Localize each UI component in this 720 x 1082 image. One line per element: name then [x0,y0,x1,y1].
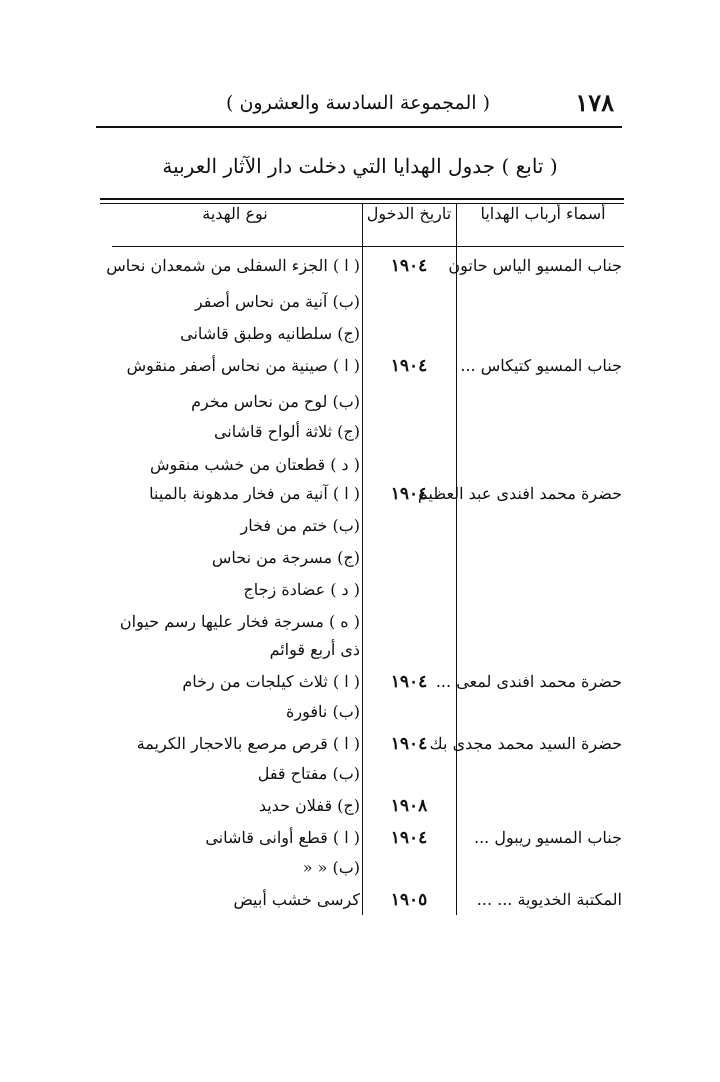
running-head: ( المجموعة السادسة والعشرون ) [226,92,490,114]
entry-date: ١٩٠٤ [390,734,428,754]
donor-name: جناب المسيو كتيكاس ... [460,356,622,375]
donor-name: جناب المسيو ريبول ... [473,828,622,847]
column-head-gift: نوع الهدية [202,204,268,223]
gift-description: (ب) نافورة [286,702,360,721]
gift-description: (ب) « « [302,858,360,877]
gift-description: (ب) آنية من نحاس أصفر [194,292,360,311]
gift-description: (ب) ختم من فخار [240,516,360,535]
entry-date: ١٩٠٥ [390,890,428,910]
gift-description: ( ا ) ثلاث كيلجات من رخام [182,672,360,691]
entry-date: ١٩٠٤ [390,828,428,848]
gift-description: ( ا ) قطع أوانى قاشانى [205,828,360,847]
donor-name: جناب المسيو الياس حاتون [448,256,622,275]
donor-name: حضرة محمد افندى عبد العظيم [417,484,622,503]
column-head-rule [112,246,624,247]
gift-description: ذى أربع قوائم [269,640,360,659]
entry-date: ١٩٠٤ [390,356,428,376]
column-head-names: أسماء أرباب الهدايا [480,204,606,223]
header-rule [96,126,622,128]
gift-description: ( ه ) مسرجة فخار عليها رسم حيوان [119,612,360,631]
entry-date: ١٩٠٤ [390,256,428,276]
gift-description: (ج) سلطانيه وطبق قاشانى [180,324,360,343]
gift-description: ( د ) قطعتان من خشب منقوش [150,455,360,474]
entry-date: ١٩٠٤ [390,672,428,692]
column-divider-right [456,203,457,915]
gift-description: ( د ) عضادة زجاج [243,580,360,599]
gift-description: ( ا ) قرص مرصع بالاحجار الكريمة [136,734,360,753]
gift-description: (ج) مسرجة من نحاس [211,548,360,567]
gift-description: (ب) مفتاح قفل [257,764,360,783]
gift-description: ( ا ) الجزء السفلى من شمعدان نحاس [106,256,360,275]
gift-description: ( ا ) آنية من فخار مدهونة بالمينا [149,484,360,503]
gift-description: (ج) قفلان حديد [258,796,360,815]
gift-description: (ب) لوح من نحاس مخرم [191,392,360,411]
page-number: ١٧٨ [575,88,614,117]
donor-name: المكتبة الخديوية ... ... [476,890,622,909]
table-top-rule [100,198,624,200]
table-title: ( تابع ) جدول الهدايا التي دخلت دار الآثار العربية [162,154,558,178]
entry-date: ١٩٠٤ [390,484,428,504]
gift-description: كرسى خشب أبيض [233,890,360,909]
column-head-date: تاريخ الدخول [366,204,452,223]
entry-date: ١٩٠٨ [390,796,428,816]
donor-name: حضرة محمد افندى لمعى ... [435,672,622,691]
gift-description: ( ا ) صينية من نحاس أصفر منقوش [126,356,360,375]
donor-name: حضرة السيد محمد مجدى بك [429,734,622,753]
gift-description: (ج) ثلاثة ألواح قاشانى [213,422,360,441]
